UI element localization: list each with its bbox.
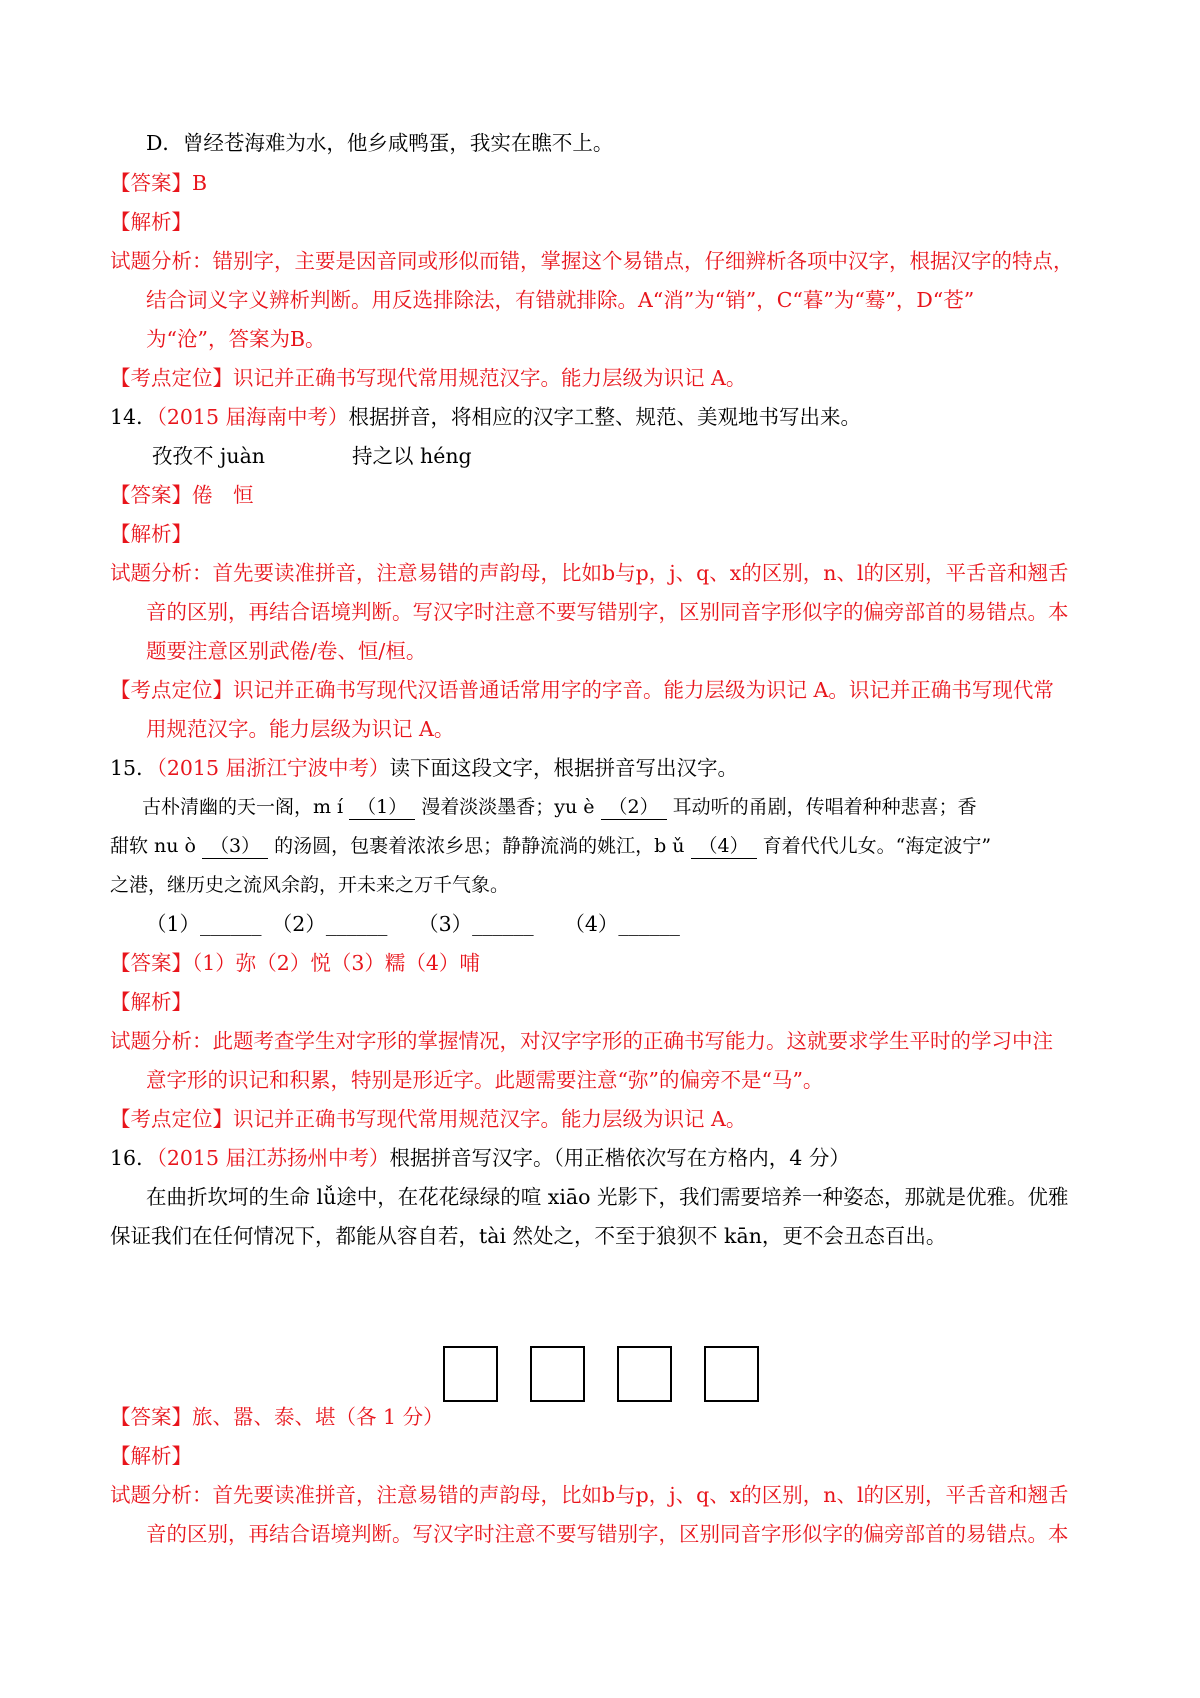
q15-fill-line: （1）______ （2）______ （3）______ （4）______ [146,912,680,936]
passage-text: 甜软 nu ò [110,835,196,857]
q14-analysis-line: 题要注意区别武倦/卷、恒/桓。 [146,639,427,663]
q14-kaodian [110,675,1054,705]
kaodian-text: 识记并正确书写现代常用规范汉字。能力层级为识记 A。 [233,366,747,390]
answer-text: 倦 恒 [192,483,254,507]
answer-tag: 【答案】 [110,1405,192,1429]
kaodian-text: 识记并正确书写现代常用规范汉字。能力层级为识记 A。 [233,1107,747,1131]
q14-item-1: 孜孜不 juàn [152,444,266,468]
question-number: 15． [110,756,157,780]
question-source: （2015 届浙江宁波中考） [156,756,390,780]
passage-text: 漫着淡淡墨香；yu è [421,796,595,818]
q14-stem [110,402,861,432]
answer-text: B [192,171,208,195]
q13-kaodian [110,363,746,393]
q14-answer [110,480,254,510]
answer-tag: 【答案】 [110,171,192,195]
q16-answer [110,1402,444,1432]
q14-analysis-line: 试题分析：首先要读准拼音，注意易错的声韵母，比如b与p，j、q、x的区别，n、l的区别，平舌音和翘舌 [110,561,1069,585]
question-number: 16． [110,1146,157,1170]
q13-analysis-tag: 【解析】 [110,210,192,234]
q14-kaodian-line: 用规范汉字。能力层级为识记 A。 [146,717,455,741]
question-stem: 读下面这段文字，根据拼音写出汉字。 [389,756,739,780]
answer-box-3[interactable] [617,1346,672,1402]
q15-analysis-line: 意字形的识记和积累，特别是形近字。此题需要注意“弥”的偏旁不是“马”。 [146,1068,824,1092]
question-number: 14． [110,405,157,429]
q16-analysis-line: 音的区别，再结合语境判断。写汉字时注意不要写错别字，区别同音字形似字的偏旁部首的易错点。本 [146,1522,1069,1546]
q15-passage-line-2 [110,831,991,861]
q15-analysis-line: 试题分析：此题考查学生对字形的掌握情况，对汉字字形的正确书写能力。这就要求学生平时的学习中注 [110,1029,1053,1053]
option-d: D．曾经苍海难为水，他乡咸鸭蛋，我实在瞧不上。 [146,131,614,155]
question-source: （2015 届海南中考） [156,405,349,429]
kaodian-tag: 【考点定位】 [110,366,233,390]
question-source: （2015 届江苏扬州中考） [156,1146,390,1170]
q13-analysis-line: 结合词义字义辨析判断。用反选排除法，有错就排除。A“消”为“销”，C“暮”为“蓦”，D“苍” [146,288,975,312]
answer-box-2[interactable] [530,1346,585,1402]
answer-tag: 【答案】 [110,951,192,975]
q13-analysis-line: 为“沧”，答案为B。 [146,327,326,351]
blank-1[interactable]: （1） [349,795,415,820]
q15-passage-line-3: 之港，继历史之流风余韵，开未来之万千气象。 [110,874,510,896]
q13-answer [110,168,207,198]
q13-analysis-line: 试题分析：错别字，主要是因音同或形似而错，掌握这个易错点，仔细辨析各项中汉字，根据汉字的特点， [110,249,1074,273]
q14-analysis-tag: 【解析】 [110,522,192,546]
q16-analysis-tag: 【解析】 [110,1444,192,1468]
kaodian-tag: 【考点定位】 [110,678,233,702]
q15-kaodian [110,1104,746,1134]
answer-box-4[interactable] [704,1346,759,1402]
kaodian-text: 识记并正确书写现代汉语普通话常用字的字音。能力层级为识记 A。识记并正确书写现代常 [233,678,1054,702]
answer-box-1[interactable] [443,1346,498,1402]
passage-text: 的汤圆，包裹着浓浓乡思；静静流淌的姚江，b ǔ [274,835,685,857]
q15-answer [110,948,480,978]
q15-stem [110,753,738,783]
q15-passage-line-1 [142,792,977,822]
blank-4[interactable]: （4） [691,834,757,859]
question-stem: 根据拼音写汉字。（用正楷依次写在方格内，4 分） [389,1146,850,1170]
q14-analysis-line: 音的区别，再结合语境判断。写汉字时注意不要写错别字，区别同音字形似字的偏旁部首的易错点。本 [146,600,1069,624]
passage-text: 耳动听的甬剧，传唱着种种悲喜；香 [672,796,977,818]
q16-analysis-line: 试题分析：首先要读准拼音，注意易错的声韵母，比如b与p，j、q、x的区别，n、l的区别，平舌音和翘舌 [110,1483,1069,1507]
q16-stem [110,1143,850,1173]
answer-text: （1）弥（2）悦（3）糯（4）哺 [192,951,480,975]
passage-text: 古朴清幽的天一阁，m í [142,796,344,818]
answer-text: 旅、嚣、泰、堪（各 1 分） [192,1405,444,1429]
blank-3[interactable]: （3） [202,834,268,859]
blank-2[interactable]: （2） [601,795,667,820]
q16-passage-line: 保证我们在任何情况下，都能从容自若，tài 然处之，不至于狼狈不 kān，更不会丑态百出。 [110,1224,947,1248]
question-stem: 根据拼音，将相应的汉字工整、规范、美观地书写出来。 [348,405,862,429]
q16-passage-line: 在曲折坎坷的生命 lǚ途中，在花花绿绿的喧 xiāo 光影下，我们需要培养一种姿态，那就是优雅。优雅 [146,1185,1069,1209]
kaodian-tag: 【考点定位】 [110,1107,233,1131]
q14-item-2: 持之以 héng [352,444,472,468]
q15-analysis-tag: 【解析】 [110,990,192,1014]
passage-text: 育着代代儿女。“海定波宁” [762,835,992,857]
answer-tag: 【答案】 [110,483,192,507]
